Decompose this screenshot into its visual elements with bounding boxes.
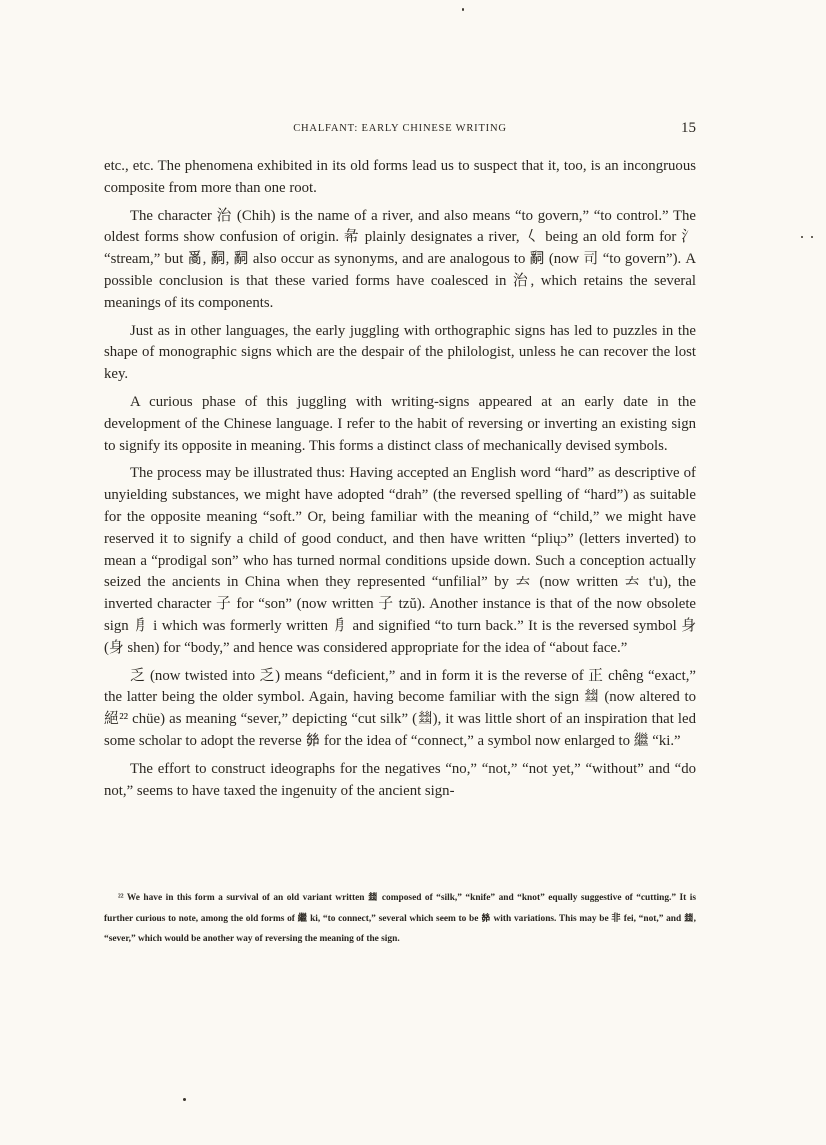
paragraph: A curious phase of this juggling with writing-signs appeared at an early date in the development of the Chinese language. I refer to the habit of reversing or inverting an existing sign to signify its opposite in meaning. This forms a distinct class of mechanically devised symbols. (104, 393, 696, 454)
page-number: 15 (681, 120, 696, 136)
footnotes (104, 888, 696, 950)
paragraph: The effort to construct ideographs for the negatives “no,” “not,” “not yet,” “without” and “do not,” seems to have taxed the ingenuity of the ancient sign- (104, 760, 696, 799)
print-speck (811, 236, 813, 238)
paragraph: Just as in other languages, the early juggling with orthographic signs has led to puzzles in the shape of monographic signs which are the despair of the philologist, unless he can recover the lost key. (104, 322, 696, 383)
print-speck (462, 8, 464, 11)
print-speck (801, 236, 803, 238)
paragraph: 乏 (now twisted into 乏) means “deficient,” and in form it is the reverse of 正 chêng “exact,” the latter being the older symbol. Again, having become familiar with the sign 𢇍 (now altered to 絕²² chüe) as meaning “sever,” depicting “cut silk” (𢇍), it was little short of an inspiration that led some scholar to adopt the reverse 𢇇 for the idea of “connect,” a symbol now enlarged to 繼 “ki.” (104, 667, 696, 749)
footnote: ²² We have in this form a survival of an old variant written 𢇍 composed of “silk,” “knife” and “knot” equally suggestive of “cutting.” It is further curious to note, among the old forms of 繼 ki, “to connect,” several which seem to be 𢇇 with variations. This may be 非 fei, “not,” and 𢇍, “sever,” which would be another way of reversing the meaning of the sign. (104, 893, 696, 944)
print-speck (183, 1098, 186, 1101)
paragraph: The character 治 (Chih) is the name of a river, and also means “to govern,” “to control.” The oldest forms show confusion of origin. 㣇 plainly designates a river, 𡿨 being an old form for 氵 “stream,” but 𤔔, 𤔲, 𤔲 also occur as synonyms, and are analogous to 𤔲 (now 司 “to govern”). A possible conclusion is that these varied forms have coalesced in 治, which retains the several meanings of its components. (104, 207, 696, 311)
running-head: CHALFANT: EARLY CHINESE WRITING (293, 123, 507, 134)
body-text (104, 156, 696, 808)
paragraph: The process may be illustrated thus: Having accepted an English word “hard” as descriptive of unyielding substances, we might have adopted “drah” (the reversed spelling of “hard”) as suitable for the opposite meaning “soft.” Or, being familiar with the meaning of “child,” we might have reserved it to signify a child of good conduct, and then have written “pliųɔ” (letters inverted) to mean a “prodigal son” who has turned normal conditions upside down. Such a conception actually seized the ancients in China when they represented “unfilial” by 𠫓 (now written 𠫓 t'u), the inverted character 子 for “son” (now written 子 tzŭ). Another instance is that of the now obsolete sign 㐆 i which was formerly written 㐆 and signified “to turn back.” It is the reversed symbol 身 (身 shen) for “body,” and hence was considered appropriate for the idea of “about face.” (104, 465, 696, 656)
paragraph: etc., etc. The phenomena exhibited in its old forms lead us to suspect that it, too, is an incongruous composite from more than one root. (104, 158, 696, 196)
